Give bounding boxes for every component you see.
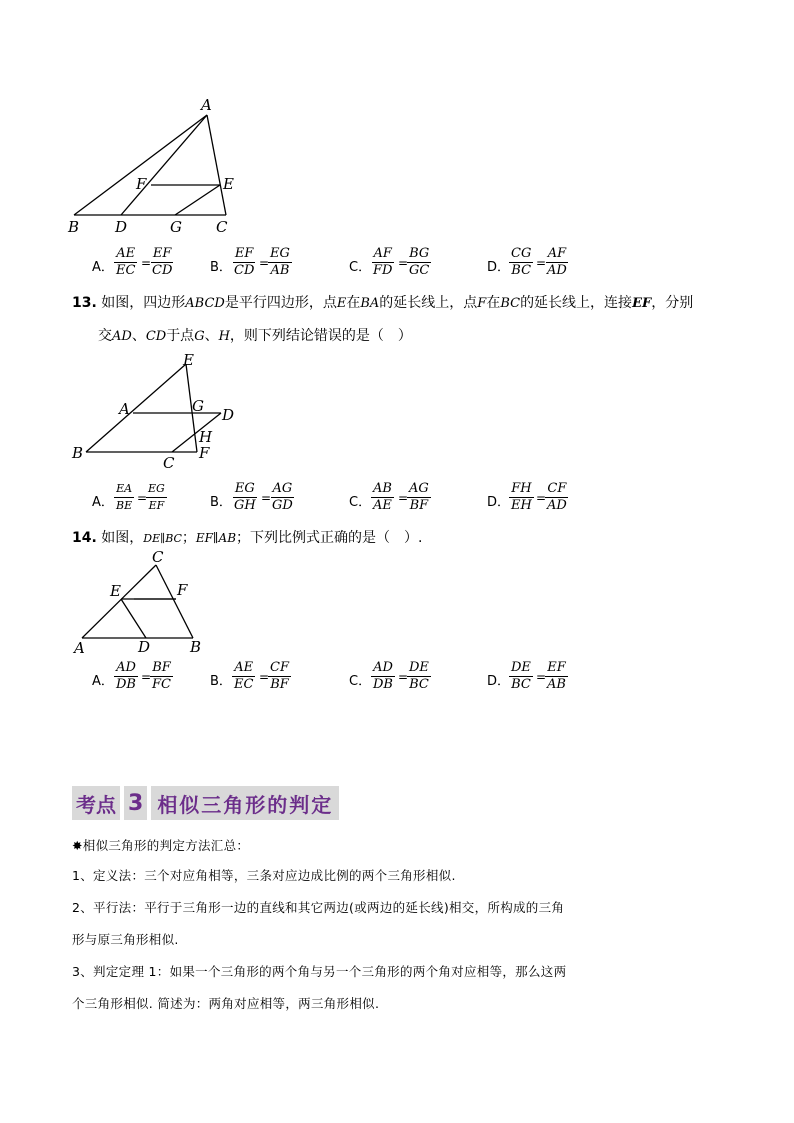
label-G: G [192,397,204,415]
option-label: D． [487,495,511,510]
fraction: $\frac{EF}{CD}$ [152,246,173,278]
figure-q13 [66,350,251,475]
option-label: D． [487,674,511,689]
q14-option-d[interactable] [487,660,597,696]
fraction: $\frac{CG}{BC}$ [511,246,532,278]
label-D: D [138,638,151,656]
fraction: $\frac{FH}{EH}$ [511,481,532,513]
equals-sign: = [536,670,547,684]
equals-sign: = [536,256,547,270]
question-number: 14. [72,530,97,546]
fraction: $\frac{AF}{AD}$ [547,246,567,278]
label-C: C [152,548,164,566]
fraction: $\frac{AE}{EC}$ [116,246,136,278]
fraction: $\frac{DE}{BC}$ [511,660,531,692]
q12-option-c[interactable] [349,246,459,282]
figure-q14 [68,548,218,658]
equals-sign: = [398,256,409,270]
q13-option-b[interactable] [210,481,320,517]
label-A: A [119,400,130,418]
option-label: B． [210,674,232,689]
fraction: $\frac{EF}{AB}$ [547,660,566,692]
q13-option-d[interactable] [487,481,597,517]
option-label: A． [92,260,114,275]
fraction: $\frac{AG}{BF}$ [409,481,429,513]
label-C: C [163,454,175,472]
figure-q12 [60,95,260,240]
fraction: $\frac{DE}{BC}$ [409,660,429,692]
option-label: B． [210,260,232,275]
fraction: $\frac{EF}{CD}$ [234,246,255,278]
equals-sign: = [259,256,270,270]
fraction: $\frac{BF}{FC}$ [152,660,171,692]
option-label: C． [349,495,372,510]
label-B: B [190,638,202,656]
method-2-line2: 形与原三角形相似. [72,932,179,947]
q13-option-a[interactable] [92,481,202,517]
q12-option-b[interactable] [210,246,320,282]
section-prefix: 考点 [72,786,120,820]
label-D: D [222,406,235,424]
q14-option-b[interactable] [210,660,320,696]
summary-heading: ✸相似三角形的判定方法汇总： [72,838,250,853]
equals-sign: = [398,491,409,505]
equals-sign: = [536,491,547,505]
option-label: B． [210,495,232,510]
label-F: F [199,444,210,462]
label-F: F [177,581,188,599]
fraction: $\frac{EG}{GH}$ [234,481,256,513]
fraction: $\frac{AD}{DB}$ [116,660,136,692]
label-A: A [201,96,212,114]
label-C: C [216,218,228,236]
method-2-line1: 2、平行法：平行于三角形一边的直线和其它两边(或两边的延长线)相交，所构成的三角 [72,900,565,915]
label-E: E [223,175,234,193]
option-label: D． [487,260,511,275]
q12-option-d[interactable] [487,246,597,282]
fraction: $\frac{AG}{GD}$ [272,481,293,513]
fraction: $\frac{AB}{AE}$ [373,481,392,513]
label-B: B [72,444,84,462]
option-label: A． [92,674,114,689]
equals-sign: = [398,670,409,684]
label-B: B [68,218,80,236]
section-number: 3 [124,786,147,820]
q14-option-a[interactable] [92,660,202,696]
fraction: $\frac{AF}{FD}$ [373,246,393,278]
label-E: E [110,582,121,600]
option-label: A． [92,495,114,510]
fraction: $\frac{CF}{AD}$ [547,481,567,513]
q13-question-line1: 13. 如图，四边形ABCD是平行四边形，点E在BA的延长线上，点F在BC的延长线上，连接EF，分别 [72,295,694,311]
q14-option-c[interactable] [349,660,459,696]
q12-option-a[interactable] [92,246,202,282]
q14-question: 14. 如图，DE∥BC；EF∥AB；下列比例式正确的是（ ）. [72,530,423,546]
fraction: $\frac{EG}{AB}$ [270,246,290,278]
label-F: F [136,175,147,193]
method-3-line1: 3、判定定理 1：如果一个三角形的两个角与另一个三角形的两个角对应相等，那么这两 [72,964,567,979]
q13-option-c[interactable] [349,481,459,517]
label-H: H [199,428,213,446]
equals-sign: = [259,670,270,684]
fraction: $\frac{AD}{DB}$ [373,660,393,692]
section-heading [72,786,339,820]
equals-sign: = [141,256,152,270]
fraction: $\frac{EG}{EF}$ [148,482,165,512]
equals-sign: = [137,491,148,505]
option-label: C． [349,674,372,689]
fraction: $\frac{AE}{EC}$ [234,660,254,692]
section-title: 相似三角形的判定 [151,786,339,820]
q13-question-line2: 交AD、CD于点G、H，则下列结论错误的是（ ） [98,328,412,344]
method-1: 1、定义法：三个对应角相等，三条对应边成比例的两个三角形相似. [72,868,456,883]
label-A: A [74,639,85,657]
equals-sign: = [261,491,272,505]
fraction: $\frac{EA}{BE}$ [116,482,133,512]
equals-sign: = [141,670,152,684]
label-E: E [183,351,194,369]
fraction: $\frac{CF}{BF}$ [270,660,289,692]
fraction: $\frac{BG}{GC}$ [409,246,430,278]
option-label: C． [349,260,372,275]
question-number: 13. [72,295,97,311]
method-3-line2: 个三角形相似. 简述为：两角对应相等，两三角形相似. [72,996,380,1011]
label-D: D [115,218,128,236]
label-G: G [170,218,182,236]
